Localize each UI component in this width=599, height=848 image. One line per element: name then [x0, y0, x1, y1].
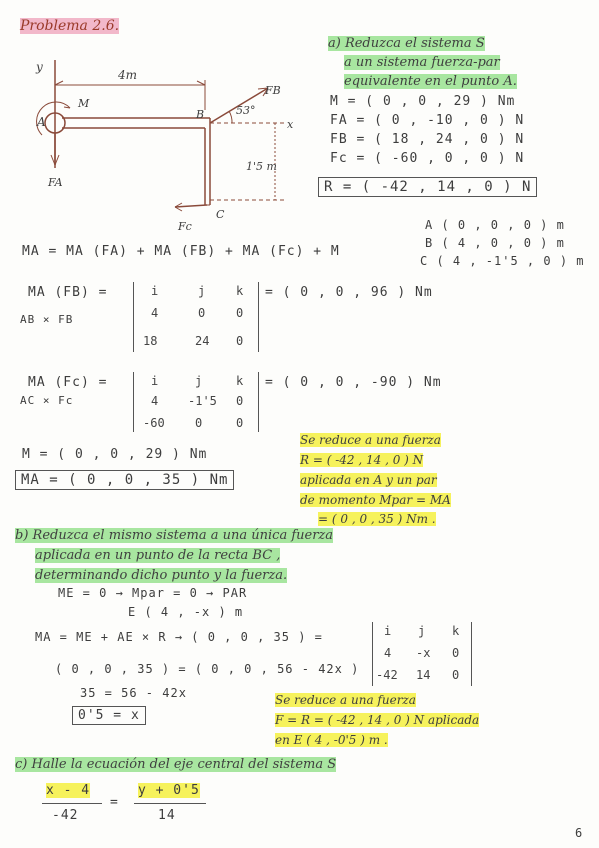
equals-sign: =: [110, 795, 119, 810]
b-result-box: 0'5 = x: [72, 706, 146, 725]
conclusion-b-2: F = R = ( -42 , 14 , 0 ) N aplicada: [275, 713, 480, 727]
mfb-sub: AB × FB: [20, 313, 74, 326]
point-A: A ( 0 , 0 , 0 ) m: [425, 218, 565, 232]
conclusion-a-1: Se reduce a una fuerza: [300, 433, 441, 447]
moment-sum: MA = MA (FA) + MA (FB) + MA (Fc) + M: [22, 244, 340, 259]
part-b-header-1: b) Reduzca el mismo sistema a una única fuerza: [15, 528, 334, 543]
label-FB: FB: [265, 84, 281, 97]
b-line-2: E ( 4 , -x ) m: [128, 605, 244, 619]
label-height: 1'5 m: [246, 160, 277, 173]
conclusion-b-3: en E ( 4 , -0'5 ) m .: [275, 733, 388, 747]
label-FA: FA: [48, 176, 63, 189]
part-c-header: c) Halle la ecuación del eje central del sistema S: [15, 757, 337, 772]
b-line-1: ME = 0 → Mpar = 0 → PAR: [58, 586, 248, 600]
conclusion-a-4: de momento Mpar = MA: [300, 493, 451, 507]
label-y: y: [36, 60, 43, 74]
label-B: B: [196, 108, 205, 121]
conclusion-a-5: = ( 0 , 0 , 35 ) Nm .: [318, 512, 436, 526]
b-line-3: MA = ME + AE × R → ( 0 , 0 , 35 ) =: [35, 630, 323, 644]
mfc-sub: AC × Fc: [20, 394, 74, 407]
part-a-header-1: a) Reduzca el sistema S: [328, 36, 485, 51]
label-Fc: Fc: [178, 220, 192, 233]
conclusion-b-1: Se reduce a una fuerza: [275, 693, 416, 707]
eq-Fc: Fc = ( -60 , 0 , 0 ) N: [330, 151, 525, 166]
part-a-header-3: equivalente en el punto A.: [344, 74, 517, 89]
label-M: M: [78, 97, 90, 110]
eq-M: M = ( 0 , 0 , 29 ) Nm: [330, 94, 516, 109]
b-line-5: 35 = 56 - 42x: [80, 686, 187, 700]
part-b-header-3: determinando dicho punto y la fuerza.: [35, 568, 288, 583]
page-number: 6: [575, 826, 584, 840]
label-C: C: [216, 208, 225, 221]
mfb-determinant: i j k 4 0 0 18 24 0: [133, 282, 259, 352]
point-B: B ( 4 , 0 , 0 ) m: [425, 236, 565, 250]
b-determinant: i j k 4 -x 0 -42 14 0: [372, 622, 472, 686]
eq-den-left: -42: [52, 808, 79, 823]
fraction-bar-right: [134, 803, 206, 804]
part-a-header-2: a un sistema fuerza-par: [344, 55, 500, 70]
eq-den-right: 14: [158, 808, 176, 823]
eq-FA: FA = ( 0 , -10 , 0 ) N: [330, 113, 525, 128]
page-title: Problema 2.6.: [20, 18, 120, 34]
mfc-label: MA (Fc) =: [28, 375, 108, 390]
eq-FB: FB = ( 18 , 24 , 0 ) N: [330, 132, 525, 147]
mfc-result: = ( 0 , 0 , -90 ) Nm: [265, 375, 442, 390]
ma-result-box: MA = ( 0 , 0 , 35 ) Nm: [15, 470, 234, 490]
m-line: M = ( 0 , 0 , 29 ) Nm: [22, 447, 208, 462]
conclusion-a-2: R = ( -42 , 14 , 0 ) N: [300, 453, 424, 467]
eq-num-left: x - 4: [46, 783, 91, 798]
fraction-bar-left: [42, 803, 102, 804]
b-line-4: ( 0 , 0 , 35 ) = ( 0 , 0 , 56 - 42x ): [55, 662, 360, 676]
label-A: A: [37, 115, 46, 129]
label-angle: 53°: [236, 104, 256, 117]
eq-num-right: y + 0'5: [138, 783, 200, 798]
mfb-label: MA (FB) =: [28, 285, 108, 300]
resultant-box: R = ( -42 , 14 , 0 ) N: [318, 177, 537, 197]
label-dist: 4m: [118, 68, 138, 82]
part-b-header-2: aplicada en un punto de la recta BC ,: [35, 548, 281, 563]
label-x: x: [287, 118, 294, 131]
mfc-determinant: i j k 4 -1'5 0 -60 0 0: [133, 372, 259, 432]
point-C: C ( 4 , -1'5 , 0 ) m: [420, 254, 585, 268]
mfb-result: = ( 0 , 0 , 96 ) Nm: [265, 285, 433, 300]
conclusion-a-3: aplicada en A y un par: [300, 473, 437, 487]
